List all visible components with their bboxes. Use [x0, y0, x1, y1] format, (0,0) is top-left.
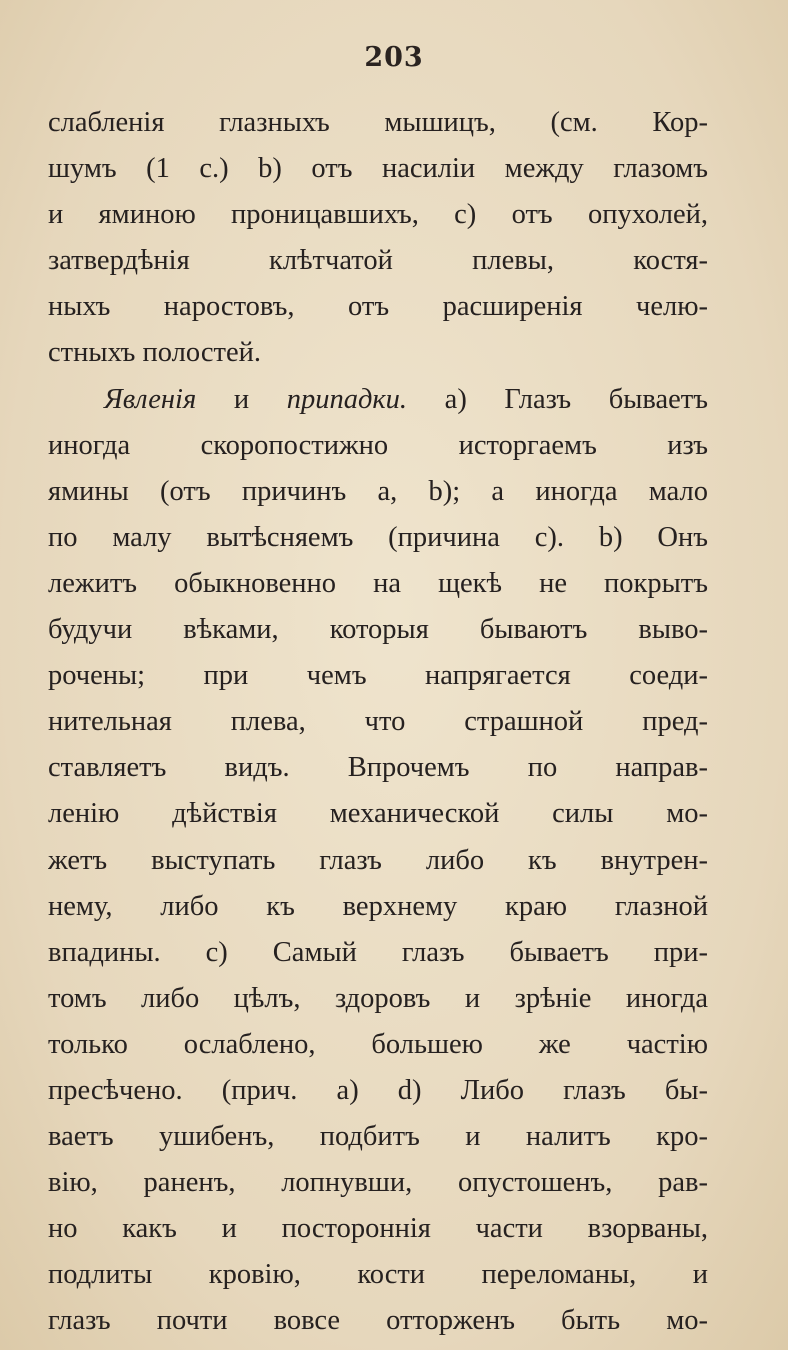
heading-italic-word: припадки. [286, 383, 408, 415]
text-line: слабленія глазныхъ мышицъ, (см. Кор- [48, 107, 708, 138]
text-line: жетъ выступать глазъ либо къ внутрен- [48, 844, 708, 876]
text-line: рочены; при чемъ напрягается соеди- [48, 660, 708, 692]
body-text [48, 100, 708, 1345]
text-line: вію, раненъ, лопнувши, опустошенъ, рав- [48, 1167, 708, 1199]
text-line: затвердѣнія клѣтчатой плевы, костя- [48, 245, 708, 277]
text-line: глазъ почти вовсе отторженъ быть мо- [48, 1305, 708, 1337]
text-line: лежитъ обыкновенно на щекѣ не покрытъ [48, 567, 708, 599]
text-line: будучи вѣками, которыя бываютъ выво- [48, 614, 708, 646]
heading-italic-word: Явленія [104, 383, 197, 415]
text-line: впадины. c) Самый глазъ бываетъ при- [48, 936, 708, 968]
text-line: ставляетъ видъ. Впрочемъ по направ- [48, 752, 708, 784]
text-line: но какъ и постороннія части взорваны, [48, 1213, 708, 1245]
paragraph-heading-line [48, 377, 708, 423]
text-line: ямины (отъ причинъ a, b); а иногда мало [48, 475, 708, 507]
heading-rest: a) Глазъ бываетъ [407, 383, 708, 415]
text-line: нительная плева, что страшной пред- [48, 706, 708, 738]
text-line: иногда скоропостижно исторгаемъ изъ [48, 429, 708, 461]
text-line: и яминою проницавшихъ, c) отъ опухолей, [48, 199, 708, 231]
text-line: пресѣчено. (прич. a) d) Либо глазъ бы- [48, 1074, 708, 1106]
text-line: по малу вытѣсняемъ (причина c). b) Онъ [48, 521, 708, 553]
page-number: 203 [364, 42, 424, 73]
text-line: только ослаблено, большею же частію [48, 1028, 708, 1060]
text-line: ленію дѣйствія механической силы мо- [48, 798, 708, 830]
heading-connector: и [196, 383, 287, 415]
text-line: ныхъ наростовъ, отъ расширенія челю- [48, 291, 708, 323]
text-line: шумъ (1 с.) b) отъ насиліи между глазомъ [48, 153, 708, 185]
text-line: томъ либо цѣлъ, здоровъ и зрѣніе иногда [48, 982, 708, 1014]
text-line: подлиты кровію, кости переломаны, и [48, 1259, 708, 1291]
text-line: стныхъ полостей. [48, 337, 261, 369]
text-line: нему, либо къ верхнему краю глазной [48, 890, 708, 922]
text-line: ваетъ ушибенъ, подбитъ и налитъ кро- [48, 1121, 708, 1153]
